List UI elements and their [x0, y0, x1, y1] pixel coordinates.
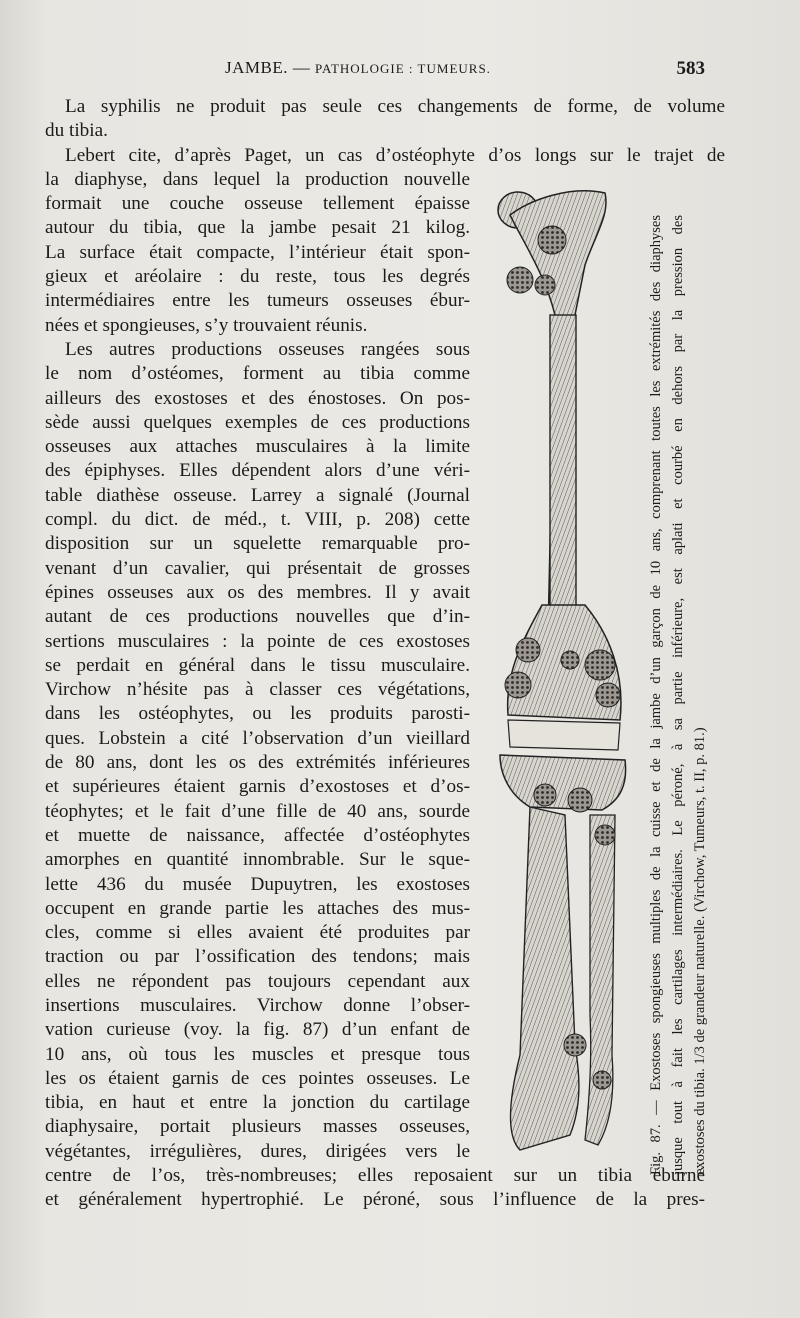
text-line: La syphilis ne produit pas seule ces changements de forme, de volume [65, 96, 725, 117]
text-line: table diathèse osseuse. Larrey a signalé (Journal [45, 484, 470, 506]
text-line: de 80 ans, dont les os des extrémités inférieures [45, 752, 470, 774]
text-line: lette 436 du musée Dupuytren, les exostoses [45, 873, 470, 895]
running-head-sub: PATHOLOGIE : TUMEURS. [314, 61, 491, 76]
text-line: Virchow n’hésite pas à classer ces végétations, [45, 679, 470, 701]
text-line: diaphysaire, portait plusieurs masses osseuses, [45, 1116, 470, 1138]
text-line: le nom d’ostéomes, forment au tibia comme [45, 363, 470, 385]
page-number: 583 [676, 58, 705, 79]
text-line: traction ou par l’ossification des tendons; mais [45, 946, 470, 968]
text-line: les os étaient garnis de ces pointes osseuses. Le [45, 1067, 470, 1089]
text-line: et muette de naissance, affectée d’ostéophytes [45, 824, 470, 846]
text-line: téophytes; et le fait d’une fille de 40 ans, sourde [45, 800, 470, 822]
text-line: végétantes, irrégulières, dures, dirigées vers le [45, 1140, 470, 1162]
text-line: 10 ans, où tous les muscles et presque tous [45, 1043, 470, 1065]
text-line: La surface était compacte, l’intérieur était spon- [45, 241, 470, 263]
text-line: elles ne répondent pas toujours cependant aux [45, 970, 470, 992]
text-line: osseuses aux attaches musculaires à la limite [45, 436, 470, 458]
text-line: se perdait en général dans le tissu musculaire. [45, 654, 470, 676]
text-line: épines osseuses aux os des membres. Il y avait [45, 581, 470, 603]
text-line: insertions musculaires. Virchow donne l’obser- [45, 994, 470, 1016]
text-line: Lebert cite, d’après Paget, un cas d’ostéophyte d’os longs sur le trajet de [65, 144, 725, 166]
text-line: et généralement hypertrophié. Le péroné, sous l’influence de la pres- [45, 1189, 705, 1211]
text-line: tibia, en haut et entre la jonction du cartilage [45, 1092, 470, 1114]
text-line: autour du tibia, que la jambe pesait 21 kilog. [45, 217, 470, 239]
text-line: gieux et aréolaire : du reste, tous les degrés [45, 266, 470, 288]
text-line: sède aussi quelques exemples de ces productions [45, 411, 470, 433]
text-line: autant de ces productions nouvelles que d’in- [45, 606, 470, 628]
running-header [40, 58, 705, 88]
caption-line: Fig. 87. — Exostoses spongieuses multiples de la cuisse et de la jambe d’un garçon de 10 ans, comprenant toutes les extrémités des diaphyses [648, 215, 664, 1175]
text-line: compl. du dict. de méd., t. VIII, p. 208) cette [45, 509, 470, 531]
figure-drawing [490, 175, 640, 1175]
figure-caption [645, 175, 715, 1175]
text-line: ques. Lobstein a cité l’observation d’un vieillard [45, 727, 470, 749]
text-line: formait une couche osseuse tellement épaisse [45, 193, 470, 215]
text-line: occupent en grande partie les attaches des mus- [45, 897, 470, 919]
text-line: vation curieuse (voy. la fig. 87) d’un enfant de [45, 1019, 470, 1041]
caption-line: jusque tout à fait les cartilages intermédiaires. Le péroné, à sa partie inférieure, est aplati et courbé en dehors par la pression des [670, 215, 686, 1175]
text-line: centre de l’os, très-nombreuses; elles reposaient sur un tibia éburné [45, 1165, 705, 1187]
figure-caption-rotated [645, 175, 711, 1175]
running-head [225, 58, 491, 78]
text-line: du tibia. [45, 120, 108, 142]
bone-illustration-icon [490, 175, 640, 1175]
text-line: ailleurs des exostoses et des énostoses. On pos- [45, 387, 470, 409]
running-head-dash: — [292, 58, 311, 77]
text-line: cles, comme si elles avaient été produites par [45, 922, 470, 944]
text-line: dans les ostéophytes, ou les produits parosti- [45, 703, 470, 725]
text-line: disposition sur un squelette remarquable pro- [45, 533, 470, 555]
text-line: venant d’un cavalier, qui présentait de grosses [45, 557, 470, 579]
text-line: la diaphyse, dans lequel la production nouvelle [45, 168, 470, 190]
text-line: amorphes en quantité innombrable. Sur le sque- [45, 849, 470, 871]
text-line: intermédiaires entre les tumeurs osseuses ébur- [45, 290, 470, 312]
text-line: Les autres productions osseuses rangées sous [65, 338, 470, 360]
running-head-main: JAMBE. [225, 58, 288, 77]
text-line: des épiphyses. Elles dépendent alors d’une véri- [45, 460, 470, 482]
caption-line: exostoses du tibia. 1/3 de grandeur naturelle. (Virchow, Tumeurs, t. II, p. 81.) [692, 727, 708, 1175]
text-line: nées et spongieuses, s’y trouvaient réunis. [45, 314, 368, 336]
text-line: et supérieures étaient garnis d’exostoses et d’os- [45, 776, 470, 798]
text-line: sertions musculaires : la pointe de ces exostoses [45, 630, 470, 652]
